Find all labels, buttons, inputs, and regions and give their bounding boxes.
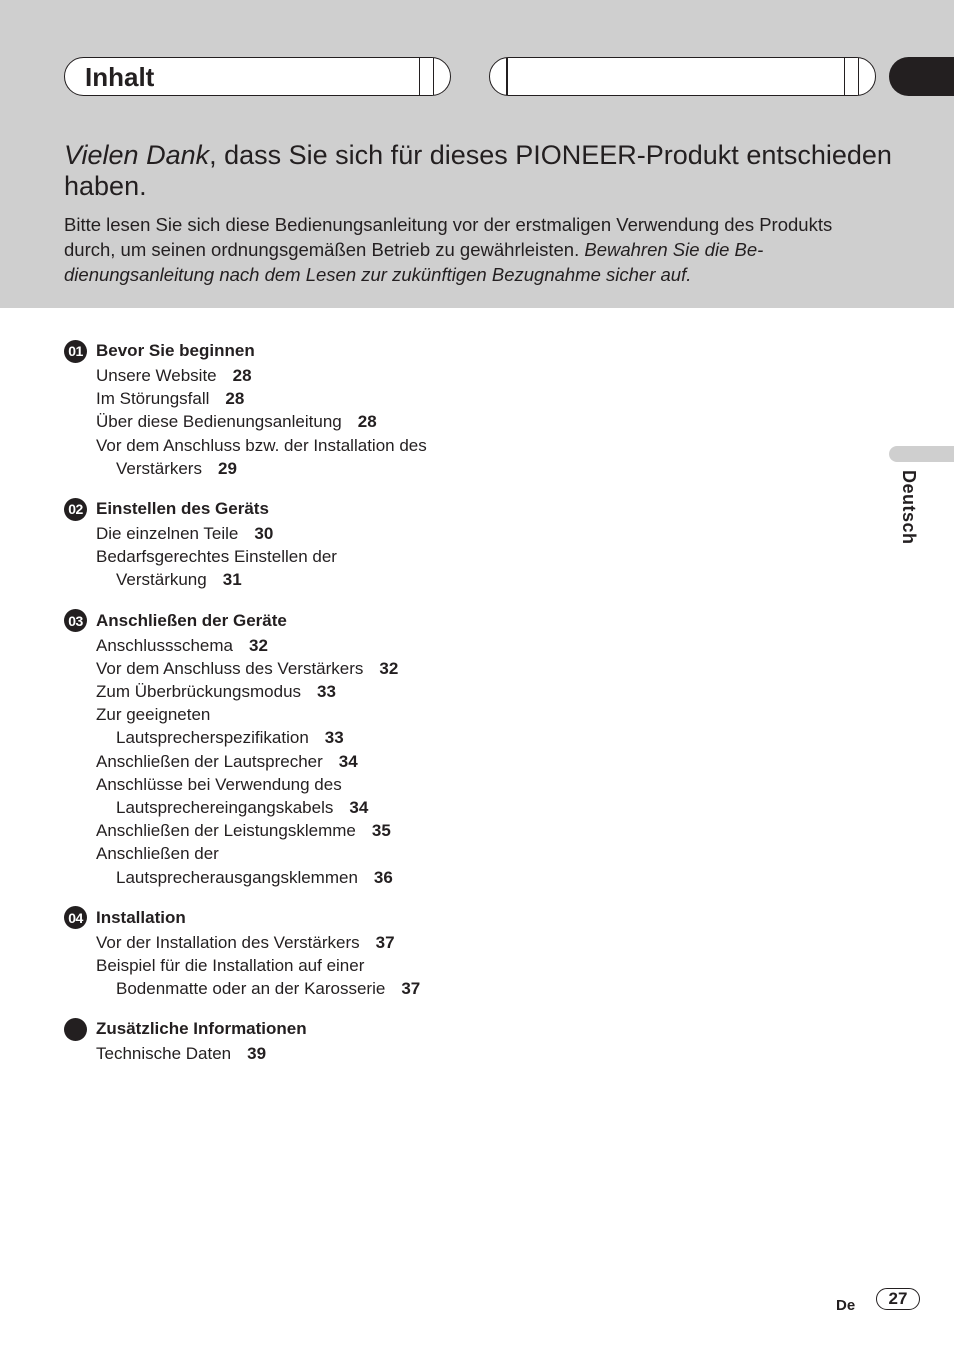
- toc-entry[interactable]: [96, 434, 564, 480]
- toc-section-title: Anschließen der Geräte: [96, 610, 287, 630]
- toc-section-title: Zusätzliche Informationen: [96, 1019, 307, 1039]
- toc-page-number: 28: [225, 389, 245, 409]
- toc-entry-text: Anschließen der Leistungsklemme: [96, 821, 356, 841]
- toc-section-heading[interactable]: [64, 1016, 564, 1042]
- toc-entry[interactable]: [96, 387, 564, 410]
- toc-page-number: 29: [217, 458, 237, 478]
- toc-page-number: 32: [249, 635, 268, 655]
- toc-entry-text: Zum Überbrückungsmodus: [96, 682, 302, 702]
- toc-section-heading[interactable]: [64, 905, 564, 931]
- toc-entry-text: Beispiel für die Installation auf einer: [96, 956, 365, 976]
- language-side-tab: [889, 446, 954, 462]
- intro-plain: Bitte lesen Sie sich diese Bedienungsanleitung vor der erstmaligen Verwendung des Produkts durch, um seinen ordnungsgemäßen Betrieb zu gewährleisten.: [64, 214, 833, 260]
- chapter-number-badge: 04: [64, 906, 87, 929]
- toc-page-number: 32: [379, 658, 399, 678]
- section-tab-marker: [889, 57, 954, 96]
- toc-page-number: 30: [254, 524, 274, 544]
- toc-entry-text: Vor dem Anschluss bzw. der Installation des: [96, 435, 427, 455]
- toc-entry-text: Vor der Installation des Verstärkers: [96, 932, 360, 952]
- intro-paragraph: [64, 212, 864, 287]
- toc-entry[interactable]: [96, 545, 564, 591]
- toc-entry[interactable]: [96, 750, 564, 773]
- toc-entry[interactable]: [96, 410, 564, 433]
- toc-entry[interactable]: [96, 634, 564, 657]
- section-tab: [64, 57, 451, 96]
- toc-entry-text: Lautsprecherspezifikation: [116, 728, 309, 748]
- toc-entry-text: Anschlüsse bei Verwendung des: [96, 774, 342, 794]
- toc-entry-text: Verstärkung: [116, 570, 207, 590]
- toc-entry[interactable]: [96, 680, 564, 703]
- toc-entry[interactable]: [96, 1042, 564, 1065]
- toc-entry-text: Technische Daten: [96, 1044, 232, 1064]
- toc-page-number: 34: [349, 798, 369, 818]
- toc-entry-text: Unsere Website: [96, 366, 217, 385]
- toc-section: [64, 1016, 564, 1065]
- chapter-number-badge: 01: [64, 340, 87, 363]
- headline: [64, 140, 904, 202]
- toc-entry-text: Bodenmatte oder an der Karosserie: [116, 979, 386, 999]
- toc-entry-text: Vor dem Anschluss des Verstärkers: [96, 658, 364, 678]
- toc-section: [64, 905, 564, 1001]
- chapter-number-badge: [64, 1018, 87, 1041]
- headline-rest: , dass Sie sich für dieses PIONEER-Produkt entschieden haben.: [64, 140, 892, 201]
- toc-section: [64, 338, 564, 480]
- toc-section-heading[interactable]: [64, 338, 564, 364]
- toc-entry-text: Lautsprechereingangskabels: [116, 798, 334, 818]
- toc-entry-text: Die einzelnen Teile: [96, 524, 239, 544]
- toc-section-title: Bevor Sie beginnen: [96, 341, 255, 360]
- toc-section-heading[interactable]: [64, 496, 564, 522]
- toc-page-number: 37: [401, 979, 421, 999]
- toc-page-number: 39: [247, 1044, 267, 1064]
- chapter-number-badge: 03: [64, 609, 87, 632]
- toc-page-number: 31: [222, 570, 242, 590]
- table-of-contents: [64, 338, 564, 1082]
- toc-entry-text: Lautsprecherausgangsklemmen: [116, 867, 358, 887]
- toc-page-number: 36: [373, 867, 393, 887]
- toc-entry[interactable]: [96, 842, 564, 888]
- toc-entry[interactable]: [96, 931, 564, 954]
- language-side-label: Deutsch: [899, 470, 919, 545]
- toc-section: [64, 496, 564, 592]
- toc-entry[interactable]: [96, 522, 564, 545]
- toc-section-title: Einstellen des Geräts: [96, 499, 269, 519]
- intro-italic: Bewahren Sie die Bedienungsanleitung nach dem Lesen zur zukünftigen Bezugnahme sicher auf.: [64, 239, 764, 285]
- headline-italic: Vielen Dank: [64, 140, 210, 170]
- toc-page-number: 33: [317, 682, 336, 702]
- toc-entry[interactable]: [96, 773, 564, 819]
- toc-entry-text: Bedarfsgerechtes Einstellen der: [96, 547, 337, 567]
- toc-section: [64, 608, 564, 889]
- toc-page-number: 28: [357, 412, 377, 432]
- header-band: [0, 0, 954, 308]
- toc-entry-text: Anschlussschema: [96, 635, 234, 655]
- toc-page-number: 28: [232, 366, 252, 385]
- toc-entry-text: Verstärkers: [116, 458, 202, 478]
- chapter-number-badge: 02: [64, 498, 87, 521]
- toc-entry[interactable]: [96, 703, 564, 749]
- toc-page-number: 35: [371, 821, 391, 841]
- toc-entry[interactable]: [96, 954, 564, 1000]
- toc-entry[interactable]: [96, 657, 564, 680]
- toc-section-heading[interactable]: [64, 608, 564, 634]
- toc-entry-text: Anschließen der: [96, 844, 219, 864]
- toc-entry[interactable]: [96, 364, 564, 387]
- footer-language-code: De: [836, 1297, 856, 1314]
- section-tab-title: Inhalt: [85, 62, 155, 92]
- section-tab-empty: [489, 57, 876, 96]
- toc-page-number: 33: [324, 728, 344, 748]
- toc-page-number: 34: [338, 751, 358, 771]
- page-number: 27: [876, 1288, 920, 1310]
- toc-section-title: Installation: [96, 907, 186, 927]
- toc-entry-text: Anschließen der Lautsprecher: [96, 751, 323, 771]
- toc-entry-text: Im Störungsfall: [96, 389, 210, 409]
- toc-entry[interactable]: [96, 819, 564, 842]
- toc-entry-text: Über diese Bedienungsanleitung: [96, 412, 342, 432]
- toc-page-number: 37: [375, 932, 395, 952]
- toc-entry-text: Zur geeigneten: [96, 705, 211, 725]
